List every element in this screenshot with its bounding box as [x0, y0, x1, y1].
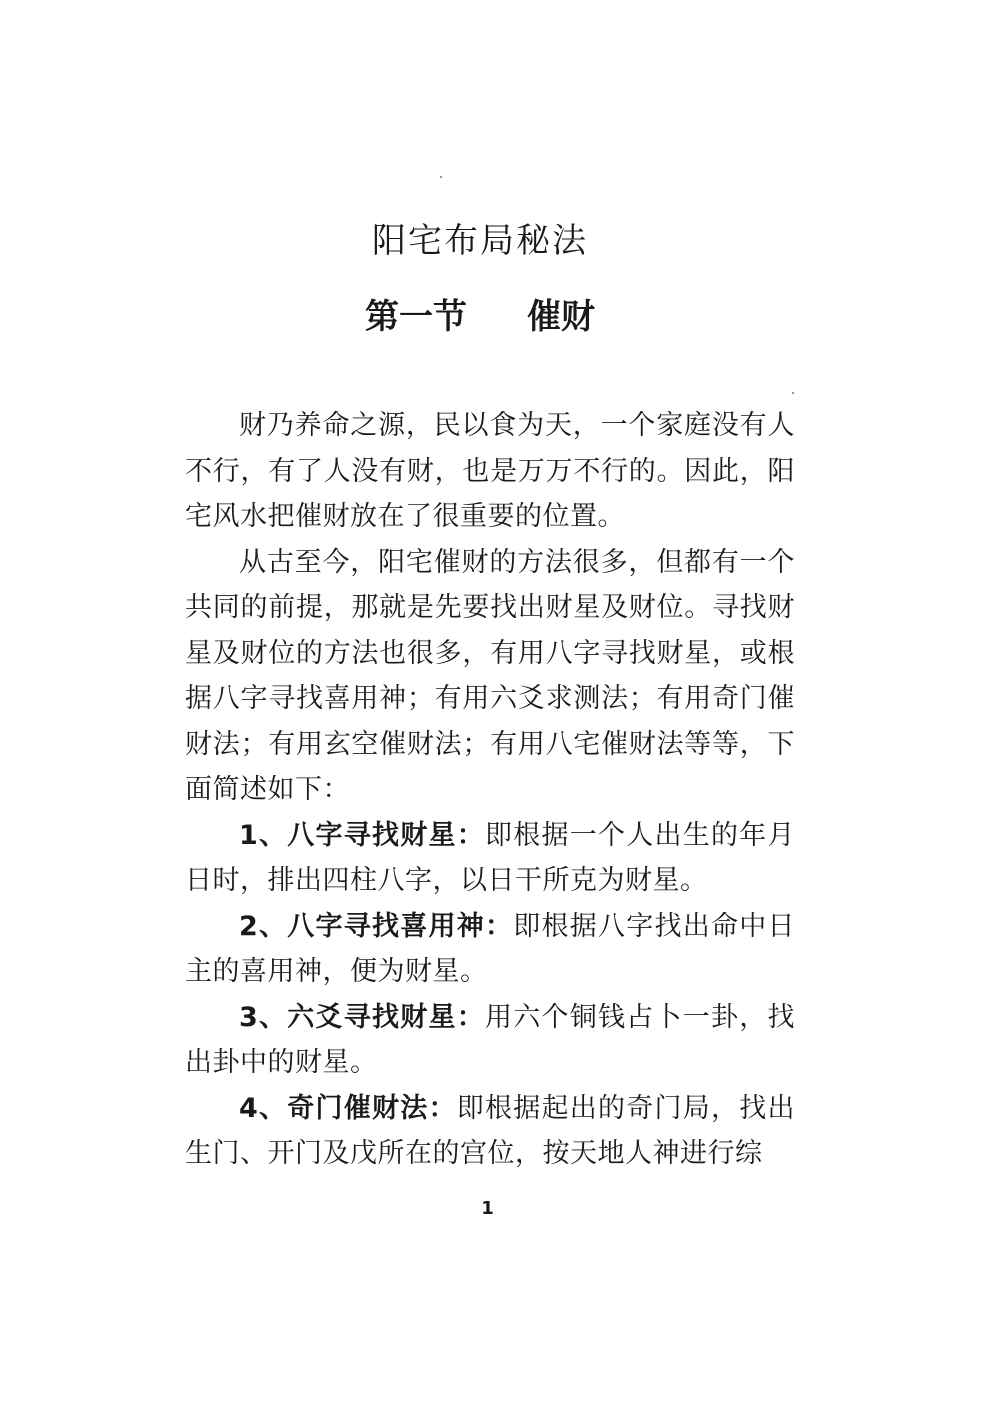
list-item-lead: 4、奇门催财法：	[239, 1092, 457, 1124]
list-item	[185, 995, 795, 1086]
paragraph	[185, 540, 795, 813]
list-item-text: 用六个铜钱占卜一卦，找出卦中的财星。	[185, 1001, 795, 1078]
paragraph	[185, 403, 795, 540]
page-number: 1	[481, 1198, 494, 1219]
list-item-text: 即根据起出的奇门局，找出生门、开门及戊所在的宫位，按天地人神进行综	[185, 1092, 796, 1169]
section-heading	[0, 292, 960, 342]
section-name: 催财	[527, 297, 595, 337]
scan-speck	[792, 392, 794, 394]
paragraph-text: 从古至今，阳宅催财的方法很多，但都有一个共同的前提，那就是先要找出财星及财位。寻找财星及财位的方法也很多，有用八字寻找财星，或根据八字寻找喜用神；有用六爻求测法；有用奇门催财法；有用玄空催财法；有用八宅催财法等等，下面简述如下：	[185, 546, 795, 805]
document-title: 阳宅布局秘法	[372, 221, 588, 261]
list-item-text: 即根据一个人出生的年月日时，排出四柱八字，以日干所克为财星。	[185, 819, 795, 896]
list-item	[185, 813, 795, 904]
body-text	[185, 403, 795, 1177]
scan-speck	[440, 176, 442, 178]
list-item-lead: 2、八字寻找喜用神：	[239, 910, 514, 942]
list-item	[185, 904, 795, 995]
list-item-lead: 1、八字寻找财星：	[239, 819, 486, 851]
section-number: 第一节	[365, 297, 467, 337]
list-item-lead: 3、六爻寻找财星：	[239, 1001, 486, 1033]
list-item	[185, 1086, 795, 1177]
list-item-text: 即根据八字找出命中日主的喜用神，便为财星。	[185, 910, 795, 987]
paragraph-text: 财乃养命之源，民以食为天，一个家庭没有人不行，有了人没有财，也是万万不行的。因此，阳宅风水把催财放在了很重要的位置。	[185, 410, 795, 532]
